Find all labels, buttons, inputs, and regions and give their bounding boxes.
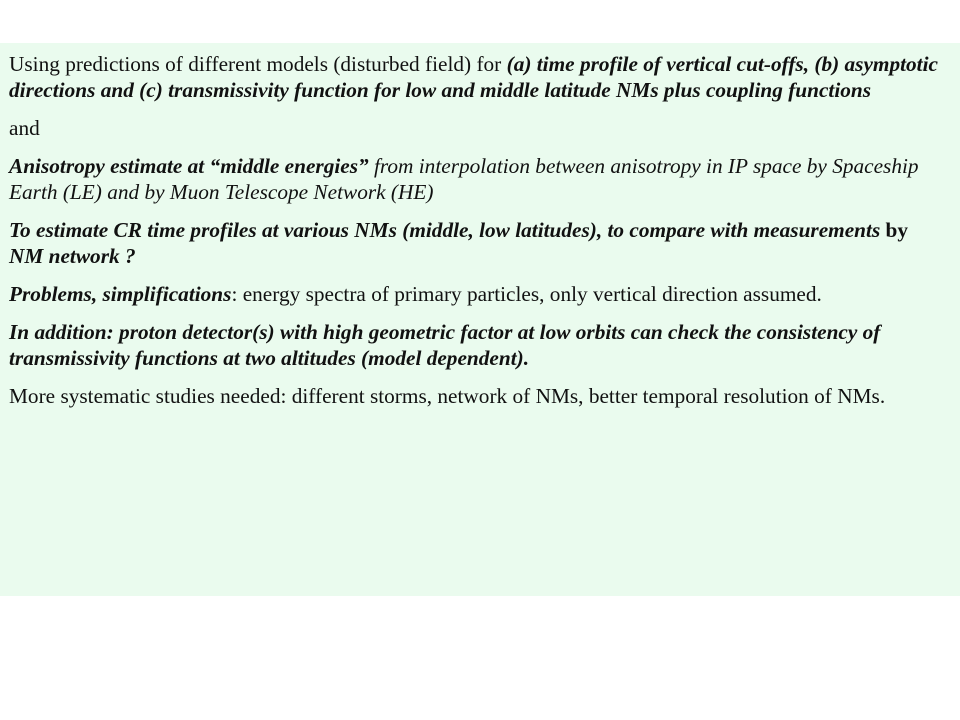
text-run-bold: by <box>880 218 909 242</box>
paragraph-and <box>9 115 944 141</box>
text-run-italic: from interpolation between anisotropy in IP space by Spaceship Earth (LE) and by Muon Telescope Network (HE) <box>9 154 919 204</box>
paragraph-systematic <box>9 383 944 409</box>
text-run-bold-italic: (a) time profile of vertical cut-offs, (b) asymptotic directions and (c) transmissivity function for low and middle latitude NMs plus coupling functions <box>9 52 938 102</box>
paragraph-models <box>9 51 944 103</box>
text-run-bold-italic: NM network ? <box>9 244 136 268</box>
paragraph-problems <box>9 281 944 307</box>
text-run: : energy spectra of primary particles, only vertical direction assumed. <box>231 282 822 306</box>
paragraph-addition <box>9 319 944 371</box>
text-run: Using predictions of different models (disturbed field) for <box>9 52 507 76</box>
text-run: More systematic studies needed: different storms, network of NMs, better temporal resolution of NMs. <box>9 384 886 408</box>
text-run-bold-italic: Anisotropy estimate at “middle energies” <box>9 154 369 178</box>
text-panel <box>0 43 960 596</box>
paragraph-anisotropy <box>9 153 944 205</box>
paragraph-estimate <box>9 217 944 269</box>
text-run: and <box>9 116 40 140</box>
text-run-bold-italic: To estimate CR time profiles at various NMs (middle, low latitudes), to compare with measurements <box>9 218 881 242</box>
text-run-bold-italic: In addition: proton detector(s) with high geometric factor at low orbits can check the consistency of transmissivity functions at two altitudes (model dependent). <box>9 320 881 370</box>
text-run-bold-italic: Problems, simplifications <box>9 282 232 306</box>
